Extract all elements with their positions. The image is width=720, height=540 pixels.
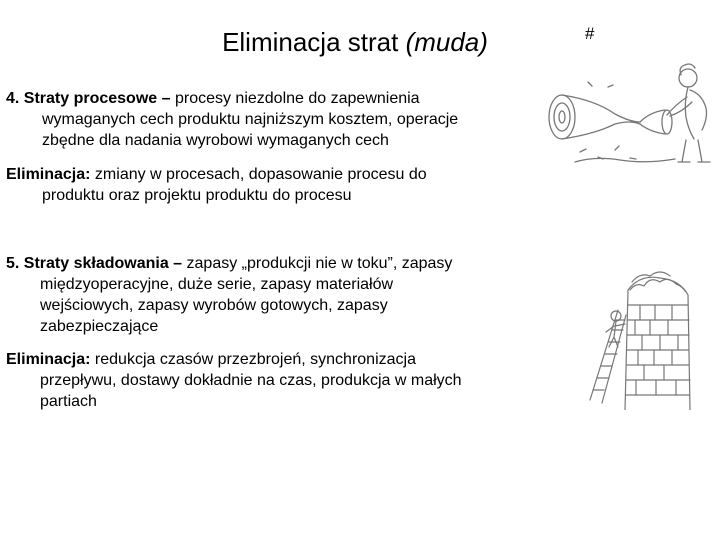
storage-elimination-line-2: przepływu, dostawy dokładnie na czas, produkcja w małych — [40, 372, 462, 389]
title-italic: (muda) — [405, 27, 488, 57]
storage-waste-line-3: wejściowych, zapasy wyrobów gotowych, zapasy — [40, 297, 388, 314]
process-elimination-text-1: zmiany w procesach, dopasowanie procesu do — [90, 166, 427, 183]
page-title — [160, 26, 550, 58]
title-main: Eliminacja strat — [222, 27, 406, 57]
storage-elimination-line-3: partiach — [40, 393, 97, 410]
process-elimination-label: Eliminacja: — [6, 166, 91, 183]
storage-waste-text-1: zapasy „produkcji nie w toku”, zapasy — [182, 255, 453, 272]
process-elimination-line-2: produktu oraz projektu produktu do procesu — [42, 187, 352, 204]
process-elimination-line-1 — [6, 164, 526, 185]
storage-elimination-line-1 — [6, 349, 526, 370]
storage-waste-line-1 — [6, 253, 526, 274]
storage-waste-line-2: międzyoperacyjne, duże serie, zapasy materiałów — [40, 276, 394, 293]
process-waste-text-1: procesy niezdolne do zapewnienia — [170, 90, 420, 107]
process-waste-line-3: zbędne dla nadania wyrobowi wymaganych cech — [42, 132, 389, 149]
slide-number: # — [585, 24, 595, 43]
storage-elimination-paragraph — [6, 349, 526, 412]
storage-waste-heading: 5. Straty składowania – — [6, 255, 183, 272]
storage-elimination-label: Eliminacja: — [6, 351, 91, 368]
process-waste-line-1 — [6, 88, 526, 109]
stacked-inventory-ladder-illustration-icon — [580, 260, 700, 410]
storage-waste-paragraph — [6, 253, 526, 337]
log-carving-illustration-icon — [540, 62, 715, 172]
storage-waste-line-4: zabezpieczające — [40, 318, 159, 335]
process-elimination-paragraph — [6, 164, 526, 206]
process-waste-paragraph — [6, 88, 526, 151]
storage-elimination-text-1: redukcja czasów przezbrojeń, synchronizacja — [90, 351, 416, 368]
process-waste-heading: 4. Straty procesowe – — [6, 90, 171, 107]
process-waste-line-2: wymaganych cech produktu najniższym kosztem, operacje — [42, 111, 459, 128]
